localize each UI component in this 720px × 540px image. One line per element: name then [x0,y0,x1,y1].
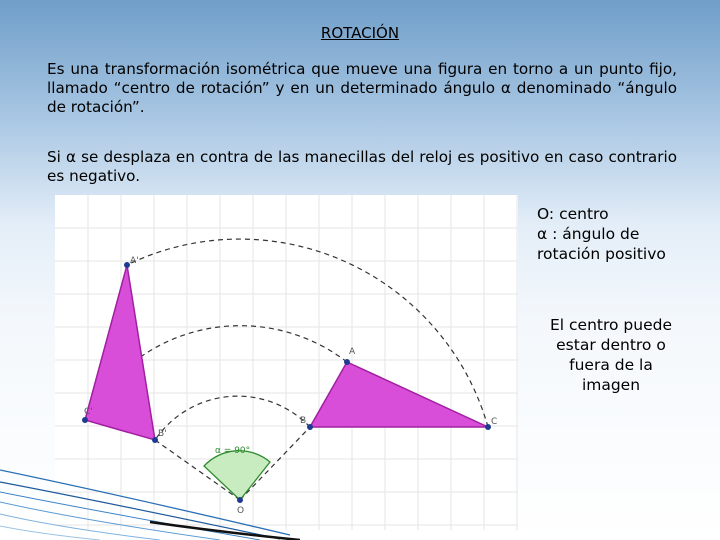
title-text: ROTACIÓN [320,24,400,42]
point-b [307,424,313,430]
note-line-3: fuera de la [569,356,653,374]
legend-angle: α : ángulo de [537,225,640,243]
sign-rule-paragraph: Si α se desplaza en contra de las manecillas del reloj es positivo en caso contrario es negativo. [47,148,677,185]
label-b: B [300,416,307,426]
definition-paragraph: Es una transformación isométrica que mueve una figura en torno a un punto fijo, llamado “centro de rotación” y en un determinado ángulo α denominado “ángulo de rotación”. [47,60,677,116]
center-note [541,315,681,395]
arc-c [127,239,488,427]
legend-center: O: centro [537,205,609,223]
point-a [344,359,350,365]
label-o: O [237,506,245,516]
triangle-a1b1c1 [85,265,155,440]
note-line-1: El centro puede [549,316,672,334]
label-a: A [349,347,356,357]
page-title [0,24,720,42]
decorative-swirl [0,440,300,540]
note-line-2: estar dentro o [556,336,666,354]
angle-label: α = 90° [215,446,251,456]
label-c: C [491,417,498,427]
label-b1: B' [158,429,167,439]
point-c1 [82,417,88,423]
label-a1: A' [130,256,139,266]
triangle-abc [310,362,488,427]
note-line-4: imagen [581,376,641,394]
legend-angle-cont: rotación positivo [537,245,666,263]
legend [537,204,707,264]
label-c1: C' [84,407,93,417]
arc-b [155,396,310,440]
